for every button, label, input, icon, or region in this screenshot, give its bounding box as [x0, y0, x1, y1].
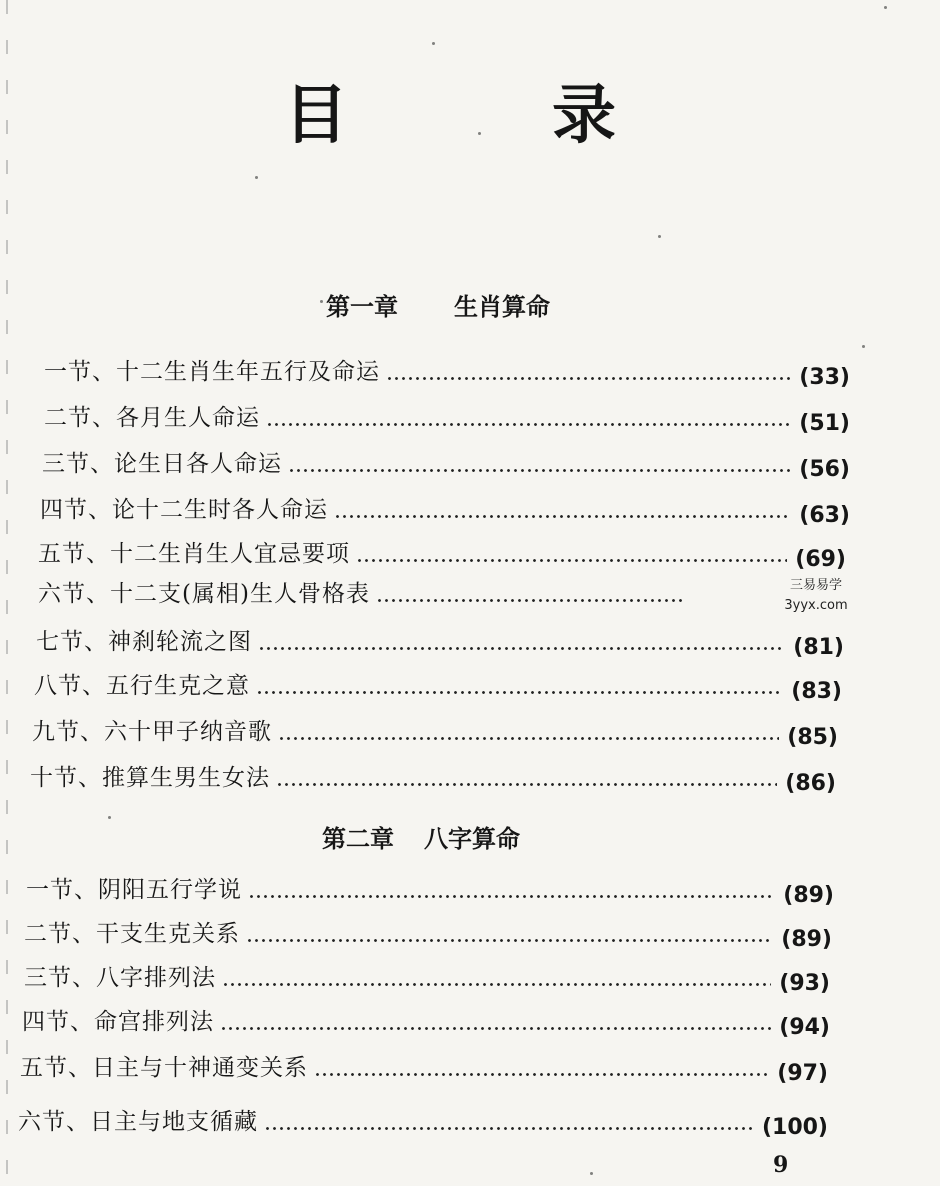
page-number: 9 [773, 1152, 789, 1178]
entry-page: (100) [761, 1115, 828, 1140]
toc-entry[interactable] [26, 868, 834, 908]
entry-label: 五节、日主与十神通变关系 [20, 1055, 308, 1081]
dot-leader [314, 1073, 769, 1076]
chapter-number: 第二章 [322, 825, 394, 853]
toc-entry[interactable] [38, 532, 846, 572]
site-watermark [780, 576, 852, 616]
dot-leader [220, 1027, 771, 1030]
toc-entry[interactable] [44, 396, 850, 436]
watermark-line-2: 3yyx.com [784, 598, 848, 613]
entry-label: 三节、论生日各人命运 [42, 451, 282, 477]
dot-leader [248, 895, 775, 898]
toc-entry[interactable] [32, 710, 838, 750]
chapter-heading-1 [326, 290, 550, 324]
scan-speck [255, 176, 258, 179]
toc-entry[interactable] [38, 572, 682, 612]
dot-leader [386, 377, 791, 380]
scan-speck [478, 132, 481, 135]
entry-page: (89) [781, 927, 832, 952]
scan-speck [590, 1172, 593, 1175]
chapter-number: 第一章 [326, 293, 398, 321]
toc-title-char-2: 录 [552, 79, 616, 153]
scan-speck [108, 816, 111, 819]
dot-leader [266, 423, 791, 426]
entry-page: (97) [777, 1061, 828, 1086]
entry-label: 四节、论十二生时各人命运 [40, 497, 328, 523]
dot-leader [264, 1127, 754, 1130]
toc-entry[interactable] [24, 956, 830, 996]
toc-entry[interactable] [18, 1100, 828, 1140]
entry-page: (33) [799, 365, 850, 390]
scan-speck [658, 235, 661, 238]
entry-page: (56) [799, 457, 850, 482]
page-edge-shadow [6, 0, 8, 1186]
watermark-line-1: 三易易学 [789, 578, 842, 593]
dot-leader [222, 983, 771, 986]
entry-label: 二节、各月生人命运 [44, 405, 260, 431]
entry-label: 九节、六十甲子纳音歌 [32, 719, 272, 745]
toc-entry[interactable] [42, 442, 850, 482]
toc-entry[interactable] [36, 620, 844, 660]
entry-label: 一节、十二生肖生年五行及命运 [44, 359, 380, 385]
entry-label: 三节、八字排列法 [24, 965, 216, 991]
scan-speck [884, 6, 887, 9]
scan-speck [862, 345, 865, 348]
entry-page: (93) [779, 971, 830, 996]
entry-label: 七节、神刹轮流之图 [36, 629, 252, 655]
scan-speck [432, 42, 435, 45]
entry-label: 六节、十二支(属相)生人骨格表 [38, 581, 370, 607]
dot-leader [288, 469, 791, 472]
dot-leader [276, 783, 777, 786]
entry-page: (69) [795, 547, 846, 572]
toc-entry[interactable] [24, 912, 832, 952]
entry-page: (89) [783, 883, 834, 908]
toc-entry[interactable] [30, 756, 836, 796]
dot-leader [356, 559, 787, 562]
entry-label: 一节、阴阳五行学说 [26, 877, 242, 903]
entry-label: 十节、推算生男生女法 [30, 765, 270, 791]
chapter-title: 生肖算命 [454, 293, 550, 321]
toc-entry[interactable] [40, 488, 850, 528]
entry-label: 二节、干支生克关系 [24, 921, 240, 947]
dot-leader [334, 515, 791, 518]
entry-page: (83) [791, 679, 842, 704]
entry-page: (86) [785, 771, 836, 796]
entry-label: 八节、五行生克之意 [34, 673, 250, 699]
dot-leader [258, 647, 785, 650]
chapter-heading-2 [322, 822, 520, 856]
entry-page: (85) [787, 725, 838, 750]
dot-leader [376, 599, 682, 602]
entry-page: (94) [779, 1015, 830, 1040]
entry-page: (63) [799, 503, 850, 528]
entry-label: 四节、命宫排列法 [22, 1009, 214, 1035]
toc-entry[interactable] [20, 1046, 828, 1086]
entry-label: 六节、日主与地支循藏 [18, 1109, 258, 1135]
entry-page: (51) [799, 411, 850, 436]
scan-speck [320, 300, 323, 303]
chapter-title: 八字算命 [424, 825, 520, 853]
dot-leader [278, 737, 779, 740]
toc-entry[interactable] [34, 664, 842, 704]
entry-page: (81) [793, 635, 844, 660]
dot-leader [256, 691, 783, 694]
entry-label: 五节、十二生肖生人宜忌要项 [38, 541, 350, 567]
toc-title-char-1: 目 [284, 79, 348, 153]
dot-leader [246, 939, 773, 942]
toc-entry[interactable] [22, 1000, 830, 1040]
toc-entry[interactable] [44, 350, 850, 390]
